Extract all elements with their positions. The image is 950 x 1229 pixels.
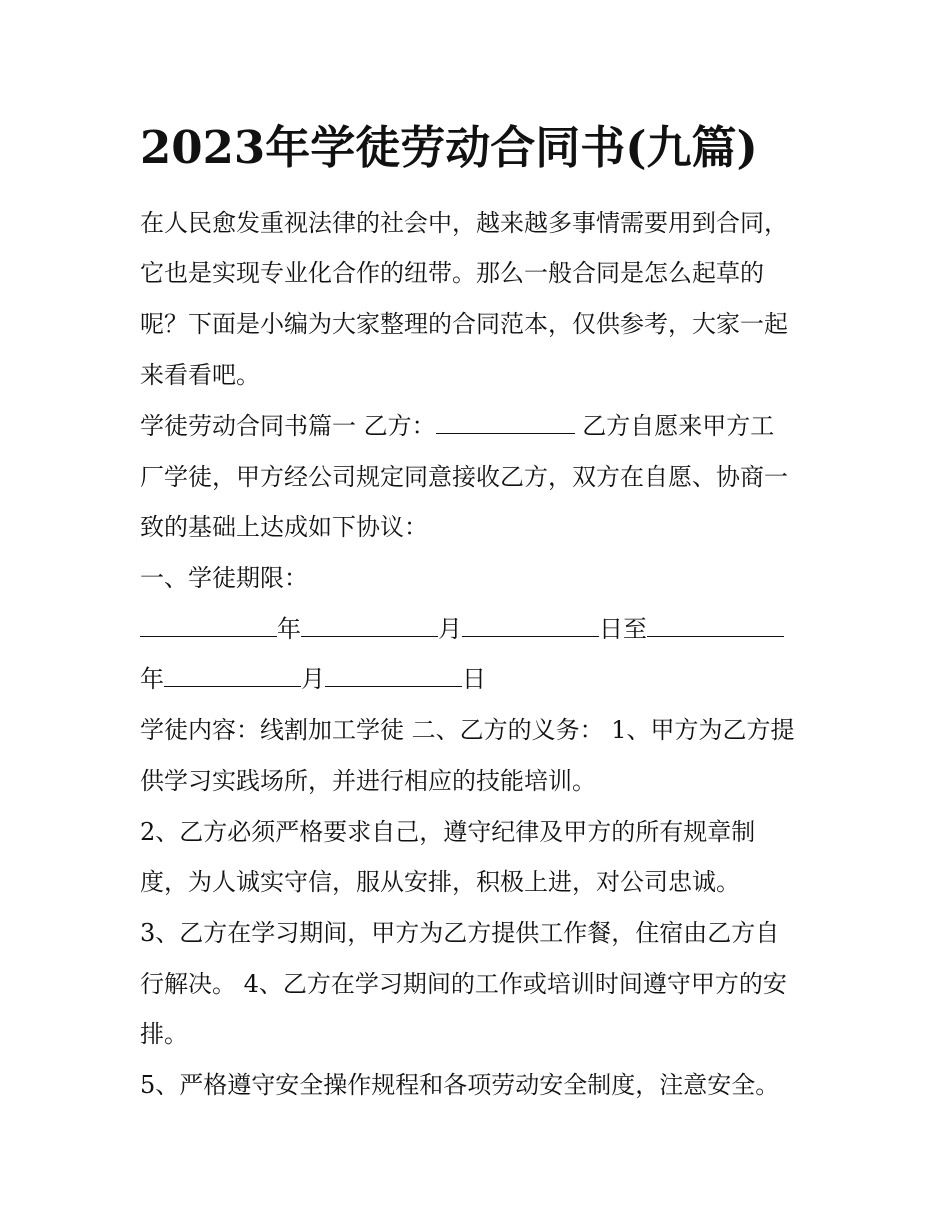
end-day-blank[interactable]	[325, 660, 462, 687]
contract-body-line: 致的基础上达成如下协议：	[140, 513, 428, 541]
party-b-name-blank[interactable]	[436, 407, 575, 434]
end-month-blank[interactable]	[164, 660, 301, 687]
item-3-line: 排。	[140, 1020, 188, 1048]
month-label: 月	[438, 615, 462, 643]
period-start-line	[140, 610, 820, 648]
item-5-line: 5、严格遵守安全操作规程和各项劳动安全制度，注意安全。	[140, 1071, 780, 1099]
start-month-blank[interactable]	[301, 610, 438, 637]
contract-heading-suffix: 乙方自愿来甲方工	[574, 412, 775, 440]
intro-line: 来看看吧。	[140, 361, 260, 389]
item-2-line: 2、乙方必须严格要求自己，遵守纪律及甲方的所有规章制	[140, 818, 756, 846]
contract-heading-line	[140, 407, 820, 445]
item-2-line: 度，为人诚实守信，服从安排，积极上进，对公司忠诚。	[140, 868, 740, 896]
month-label: 月	[301, 665, 325, 693]
intro-line: 它也是实现专业化合作的纽带。那么一般合同是怎么起草的	[140, 259, 764, 287]
item-3-line: 行解决。 4、乙方在学习期间的工作或培训时间遵守甲方的安	[140, 970, 787, 998]
contract-body-line: 厂学徒，甲方经公司规定同意接收乙方，双方在自愿、协商一	[140, 463, 788, 491]
content-line: 学徒内容：线割加工学徒 二、乙方的义务： 1、甲方为乙方提	[140, 716, 795, 744]
contract-heading-prefix: 学徒劳动合同书篇一 乙方：	[140, 412, 436, 440]
day-to-label: 日至	[599, 615, 647, 643]
year-label: 年	[140, 665, 164, 693]
item-3-line: 3、乙方在学习期间，甲方为乙方提供工作餐，住宿由乙方自	[140, 919, 780, 947]
content-line: 供学习实践场所，并进行相应的技能培训。	[140, 767, 596, 795]
start-year-blank[interactable]	[140, 610, 277, 637]
day-label: 日	[462, 665, 486, 693]
intro-line: 在人民愈发重视法律的社会中，越来越多事情需要用到合同，	[140, 209, 788, 237]
start-day-blank[interactable]	[462, 610, 599, 637]
document-title: 2023年学徒劳动合同书(九篇)	[140, 121, 758, 174]
year-label: 年	[277, 615, 301, 643]
period-heading: 一、学徒期限：	[140, 564, 308, 592]
intro-line: 呢？下面是小编为大家整理的合同范本，仅供参考，大家一起	[140, 310, 788, 338]
end-year-blank[interactable]	[647, 610, 784, 637]
period-end-line	[140, 660, 820, 698]
